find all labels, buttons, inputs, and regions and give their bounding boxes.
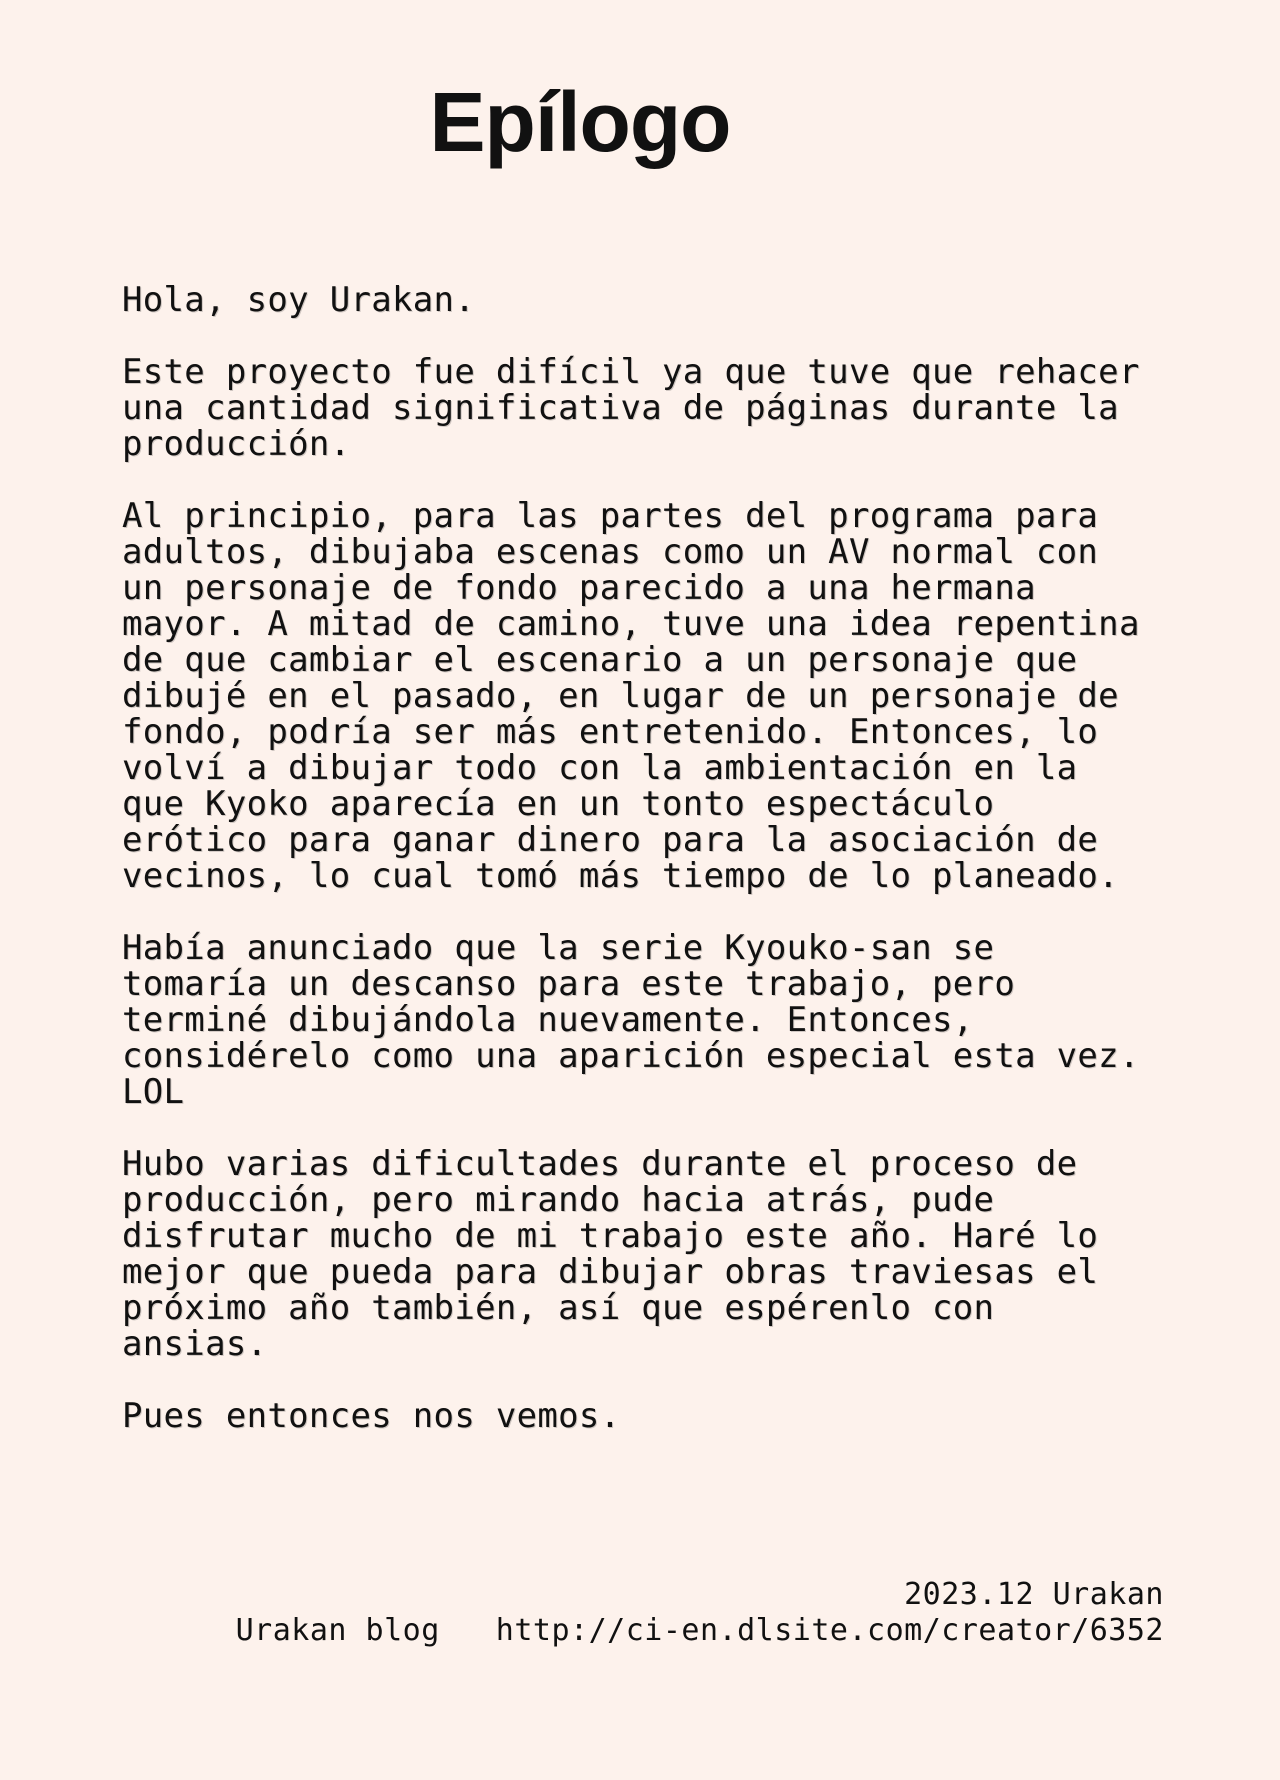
blog-url-link[interactable]: http://ci-en.dlsite.com/creator/6352	[495, 1613, 1164, 1648]
footer	[236, 1577, 1164, 1649]
paragraph-farewell: Pues entonces nos vemos.	[122, 1396, 621, 1436]
paragraph-beginning: Al principio, para las partes del programa para adultos, dibujaba escenas como un AV normal con un personaje de fondo parecido a una hermana mayor. A mitad de camino, tuve una idea repentina de que cambiar el escenario a un personaje que dibujé en el pasado, en lugar de un personaje de fondo, podría ser más entretenido. Entonces, lo volví a dibujar todo con la ambientación en la que Kyoko aparecía en un tonto espectáculo erótico para ganar dinero para la asociación de vecinos, lo cual tomó más tiempo de lo planeado.	[122, 496, 1140, 896]
blog-line	[236, 1613, 1164, 1649]
paragraph-project: Este proyecto fue difícil ya que tuve que rehacer una cantidad significativa de páginas durante la producción.	[122, 352, 1140, 464]
signature: 2023.12 Urakan	[904, 1577, 1164, 1612]
paragraph-series: Había anunciado que la serie Kyouko-san se tomaría un descanso para este trabajo, pero terminé dibujándola nuevamente. Entonces, considérelo como una aparición especial esta vez. LOL	[122, 928, 1140, 1112]
blog-label: Urakan blog	[235, 1613, 440, 1648]
page-title: Epílogo	[429, 75, 731, 169]
paragraph-greeting: Hola, soy Urakan.	[122, 280, 476, 320]
epilogue-body	[122, 282, 1182, 1434]
paragraph-difficulties: Hubo varias dificultades durante el proceso de producción, pero mirando hacia atrás, pude disfrutar mucho de mi trabajo este año. Haré lo mejor que pueda para dibujar obras traviesas el próximo año también, así que espérenlo con ansias.	[122, 1144, 1099, 1364]
